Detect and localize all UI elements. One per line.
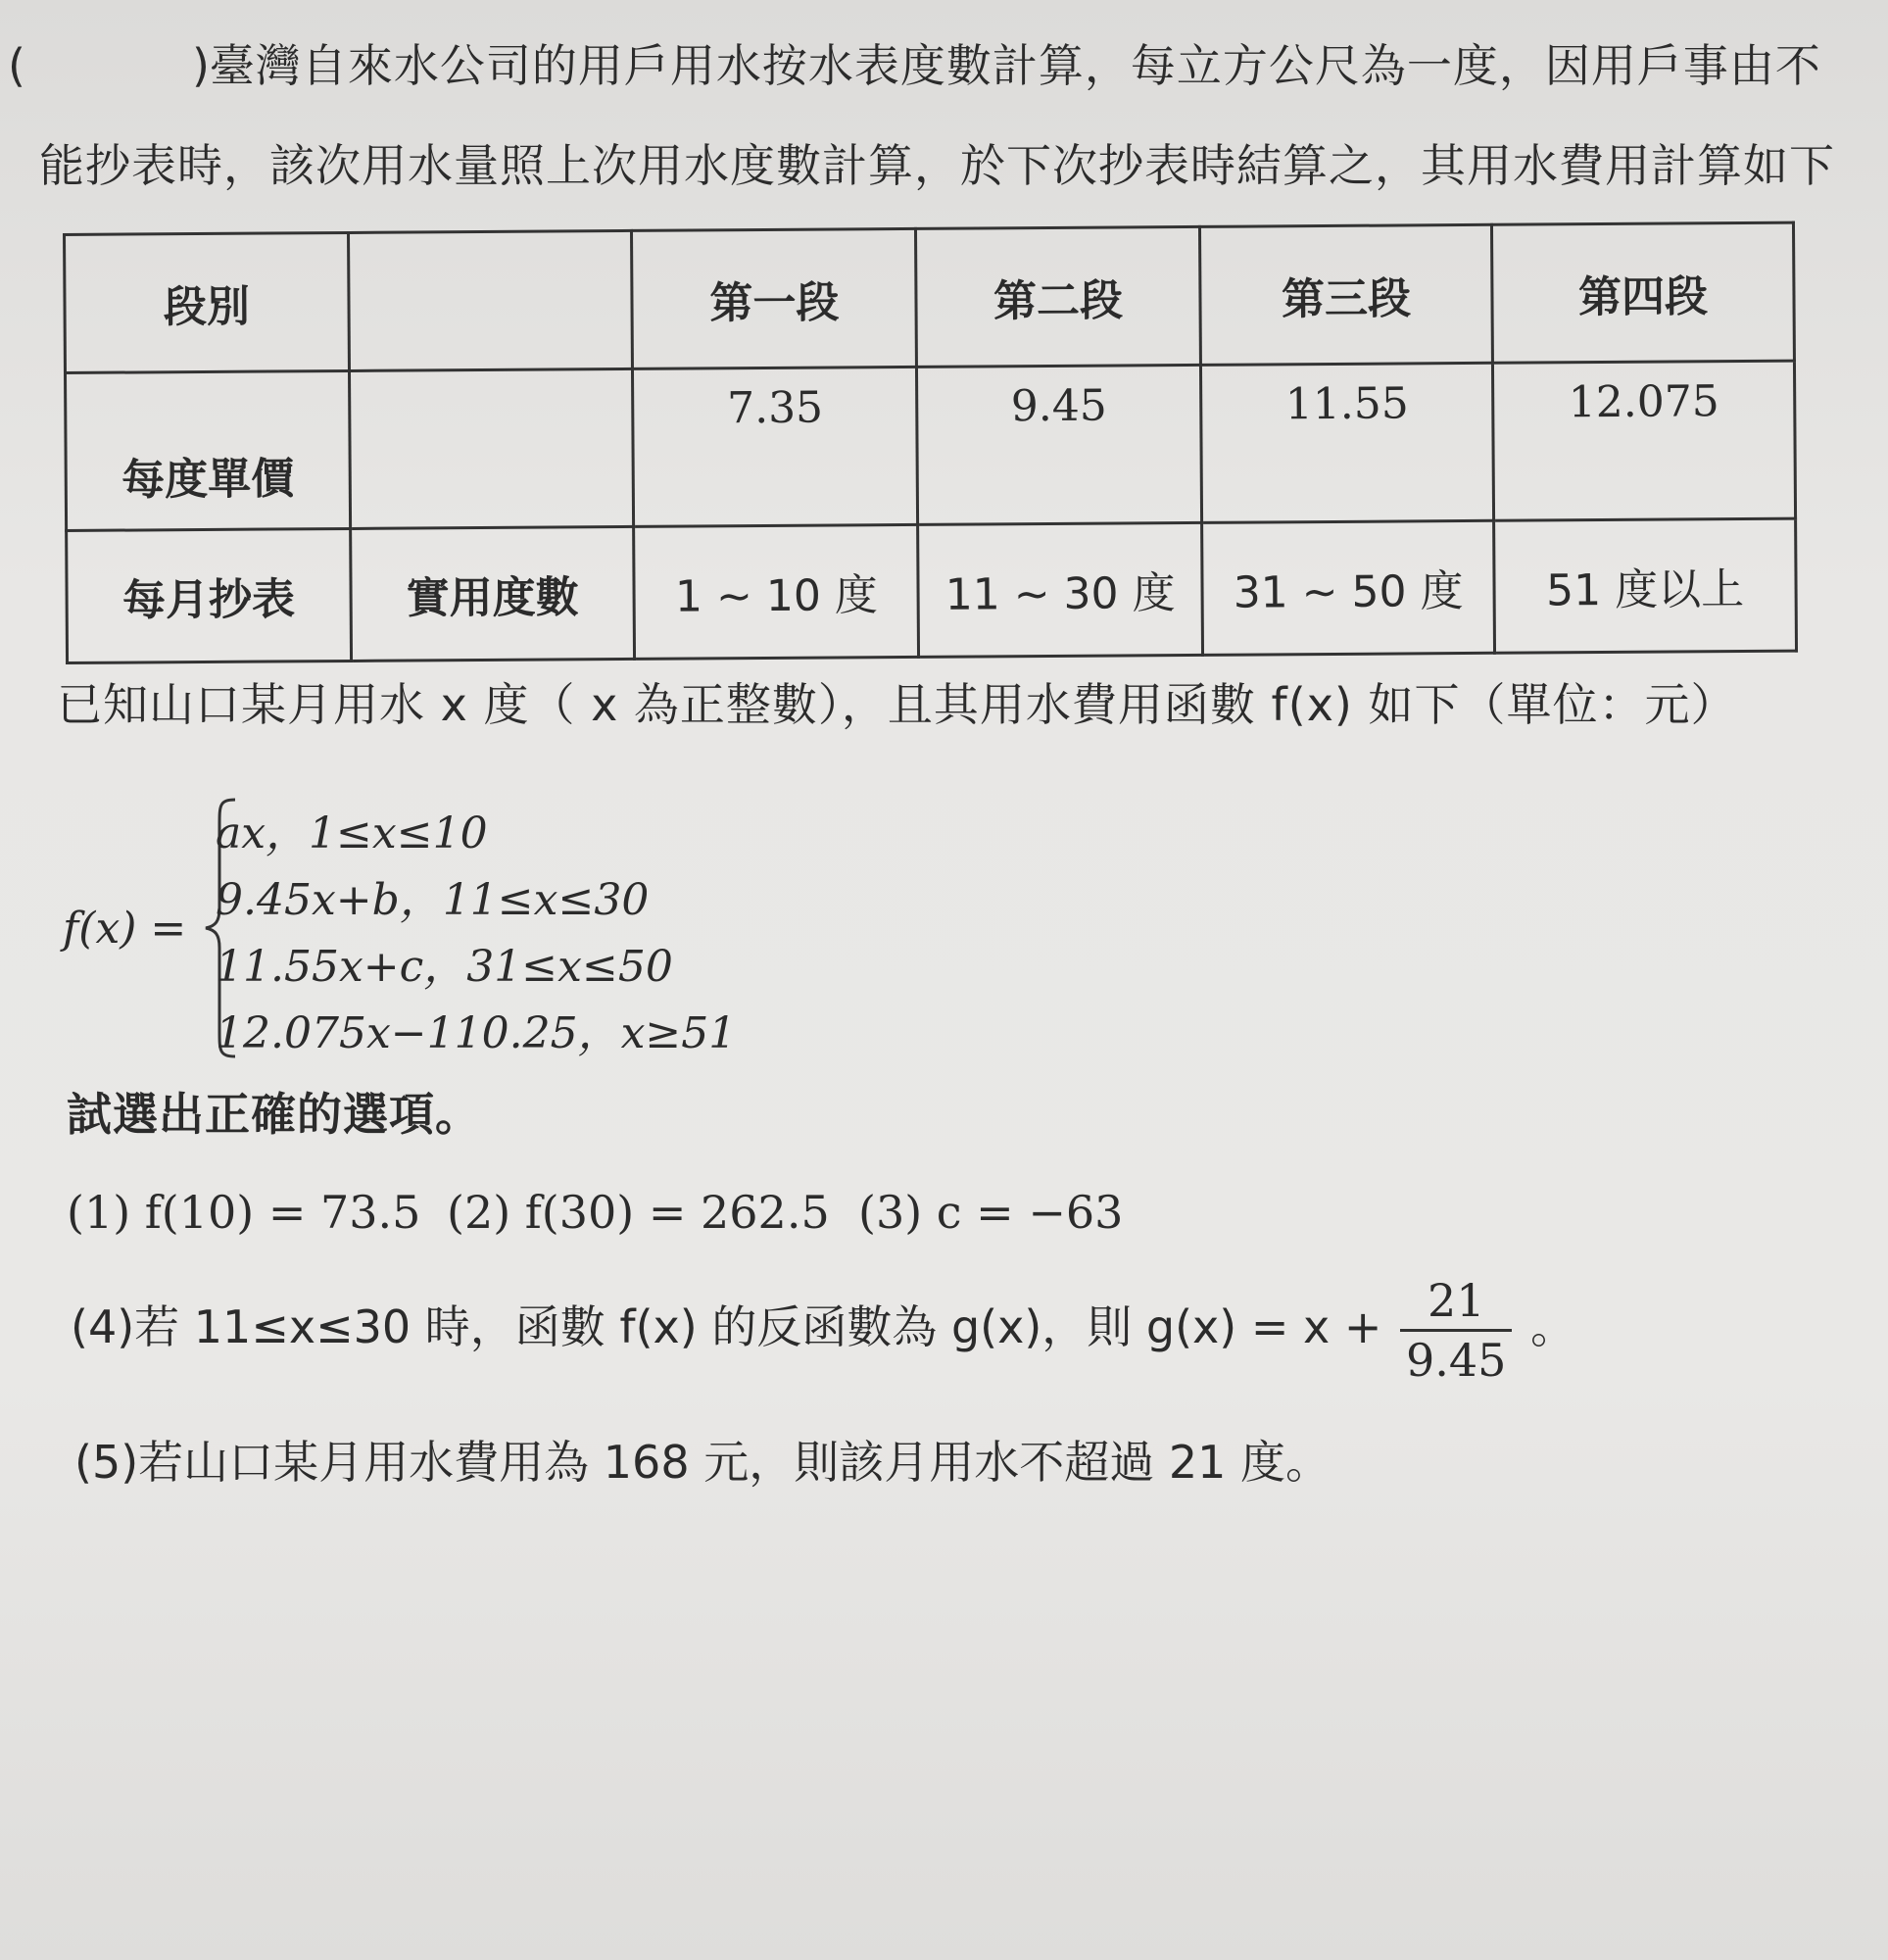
answer-bracket-open: ( bbox=[8, 39, 25, 92]
table-cell bbox=[349, 368, 634, 528]
option-4-text: (4)若 11≤x≤30 時，函數 f(x) 的反函數為 g(x)，則 g(x) = x + bbox=[71, 1300, 1382, 1353]
table-header-cell: 第一段 bbox=[632, 228, 917, 368]
option-3[interactable]: (3) c = −63 bbox=[858, 1186, 1124, 1239]
table-header-cell: 第三段 bbox=[1199, 224, 1492, 365]
water-rate-table bbox=[63, 221, 1798, 664]
table-cell: 1 ~ 10 度 bbox=[634, 524, 919, 659]
table-row bbox=[65, 222, 1795, 372]
table-header-cell: 第二段 bbox=[916, 226, 1201, 367]
table-cell: 51 度以上 bbox=[1494, 518, 1797, 653]
table-cell: 12.075 bbox=[1493, 361, 1796, 520]
option-5[interactable]: (5)若山口某月用水費用為 168 元，則該月用水不超過 21 度。 bbox=[74, 1436, 1331, 1489]
option-4-fraction bbox=[1400, 1274, 1512, 1387]
answer-bracket-close: ) bbox=[191, 39, 210, 92]
option-1[interactable]: (1) f(10) = 73.5 bbox=[67, 1186, 421, 1239]
table-cell: 31 ~ 50 度 bbox=[1202, 520, 1495, 655]
piecewise-function bbox=[59, 796, 764, 1070]
option-4[interactable] bbox=[71, 1274, 1575, 1387]
table-header-cell bbox=[348, 230, 633, 370]
intro-text-1: 臺灣自來水公司的用戶用水按水表度數計算，每立方公尺為一度，因用戶事由不 bbox=[209, 39, 1821, 92]
table-cell: 9.45 bbox=[917, 365, 1202, 524]
function-case: ax，1≤x≤10 bbox=[216, 808, 488, 858]
table-row bbox=[67, 518, 1797, 662]
table-header-cell: 第四段 bbox=[1492, 222, 1795, 363]
table-cell: 7.35 bbox=[633, 367, 918, 526]
table-cell: 11 ~ 30 度 bbox=[918, 522, 1203, 657]
table-row-label: 每度單價 bbox=[65, 370, 350, 530]
table-header-cell: 段別 bbox=[65, 232, 350, 372]
function-lhs: f(x) = bbox=[63, 904, 187, 954]
option-4-suffix: 。 bbox=[1530, 1300, 1576, 1353]
table-row-label: 每月抄表 bbox=[67, 528, 352, 662]
option-2[interactable]: (2) f(30) = 262.5 bbox=[447, 1186, 830, 1239]
instruction: 試選出正確的選項。 bbox=[67, 1088, 481, 1141]
function-case: 9.45x+b，11≤x≤30 bbox=[216, 875, 650, 925]
fraction-numerator: 21 bbox=[1400, 1274, 1512, 1332]
intro-line-1 bbox=[8, 39, 1821, 93]
function-case: 12.075x−110.25，x≥51 bbox=[216, 1008, 737, 1058]
intro-line-2: 能抄表時，該次用水量照上次用水度數計算，於下次抄表時結算之，其用水費用計算如下 bbox=[39, 139, 1835, 192]
table-row-sublabel: 實用度數 bbox=[350, 526, 635, 661]
fraction-denominator: 9.45 bbox=[1406, 1334, 1507, 1387]
table-cell: 11.55 bbox=[1200, 363, 1493, 522]
table-row bbox=[65, 361, 1795, 530]
function-case: 11.55x+c，31≤x≤50 bbox=[216, 942, 673, 992]
given-statement: 已知山口某月用水 x 度（ x 為正整數），且其用水費用函數 f(x) 如下（單位：元） bbox=[57, 678, 1737, 731]
